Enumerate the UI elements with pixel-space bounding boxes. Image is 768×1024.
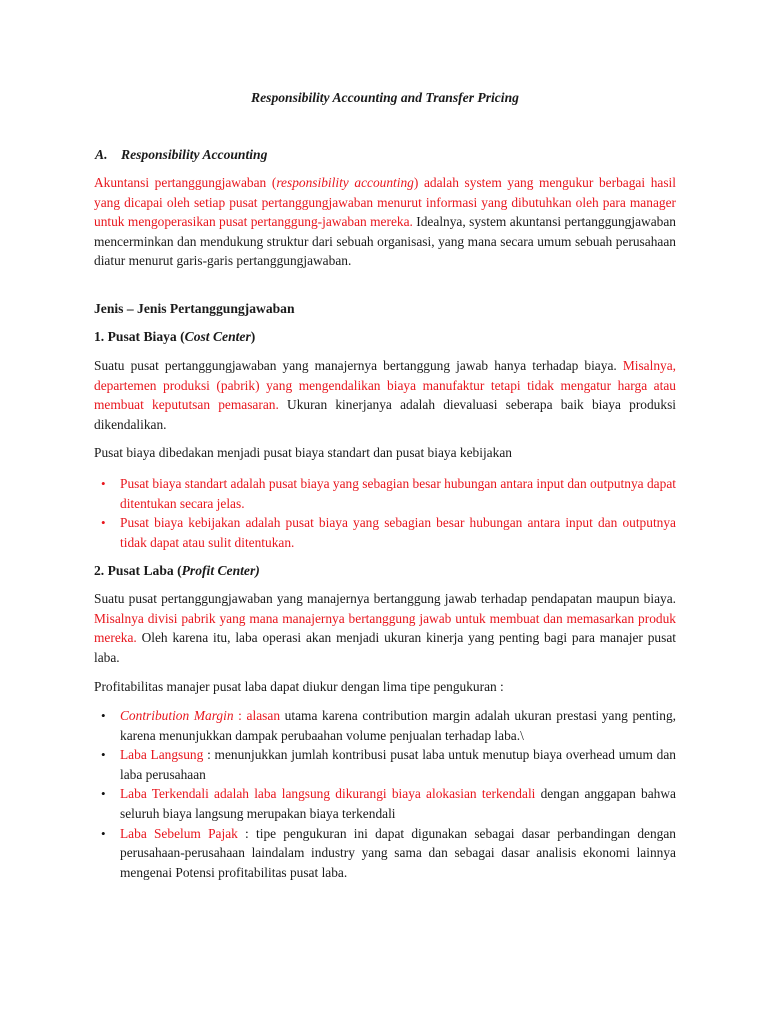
cost-heading-prefix: 1. Pusat Biaya ( — [94, 329, 185, 344]
cost-bullet-2-text: Pusat biaya kebijakan adalah pusat biaya yang sebagian besar hubungan antara input dan outputnya tidak dapat atau sulit ditentukan. — [120, 515, 676, 550]
profit-heading-prefix: 2. Pusat Laba ( — [94, 563, 182, 578]
cost-center-paragraph-2: Pusat biaya dibedakan menjadi pusat biaya standart dan pusat biaya kebijakan — [94, 445, 512, 460]
b1-black: utama karena contribution margin adalah ukuran prestasi yang penting, karena menunjukkan dampak perubaahan volume penjualan terhadap laba.\ — [120, 708, 676, 743]
bullet-dot-icon: • — [101, 708, 106, 723]
b1-red: : alasan — [233, 708, 281, 723]
cost-heading-suffix: ) — [250, 329, 256, 344]
list-item — [94, 706, 676, 745]
jenis-heading: Jenis – Jenis Pertanggungjawaban — [94, 301, 295, 316]
b4-red: Laba Sebelum Pajak — [120, 825, 238, 841]
list-item — [94, 513, 676, 552]
cost-center-paragraph — [94, 356, 676, 434]
b2-black: : menunjukkan jumlah kontribusi pusat laba untuk menutup biaya overhead umum dan laba perusahaan — [120, 747, 676, 782]
cost-p1-red: Misalnya, departemen produksi (pabrik) yang mengendalikan biaya manufaktur tetapi tidak mengatur harga atau membuat kepututsan pemasaran. — [94, 358, 676, 413]
b3-red: Laba Terkendali adalah laba langsung dikurangi biaya alokasian terkendali — [120, 786, 536, 802]
profit-p1-black-a: Suatu pusat pertanggungjawaban yang manajernya bertanggung jawab terhadap pendapatan maupun biaya. — [94, 591, 676, 606]
list-item — [94, 745, 676, 784]
cost-heading-italic: Cost Center — [184, 329, 251, 344]
profit-p1-red: Misalnya divisi pabrik yang mana manajernya bertanggung jawab untuk membuat dan memasarkan produk mereka. — [94, 610, 676, 646]
list-item — [94, 824, 676, 883]
bullet-dot-icon: • — [101, 515, 106, 531]
profit-center-heading — [94, 561, 260, 581]
bullet-dot-icon: • — [101, 825, 106, 841]
profit-heading-italic: Profit Center) — [181, 563, 260, 578]
b4-black: : tipe pengukuran ini dapat digunakan sebagai dasar perbandingan dengan perusahaan-perusahaan laindalam industry yang sama dan sebagai dasar analisis ekonomi lainnya mengenai Potensi profitabilitas pusat laba. — [120, 825, 676, 880]
b2-red: Laba Langsung — [120, 747, 204, 763]
section-a-heading — [94, 145, 267, 165]
cost-center-bullets — [94, 474, 676, 552]
intro-red-2: ) adalah system yang mengukur berbagai hasil yang dicapai oleh setiap pusat pertanggungjawaban menurut informasi yang dibutuhkan oleh para manager untuk mengoperasikan pusat pertanggung-jawaban mereka. — [94, 175, 676, 230]
bullet-dot-icon: • — [101, 476, 106, 491]
cost-p1-black-a: Suatu pusat pertanggungjawaban yang manajernya bertanggung jawab hanya terhadap biaya. — [94, 358, 623, 373]
list-item — [94, 474, 676, 513]
profit-p1-black-b: Oleh karena itu, laba operasi akan menjadi ukuran kinerja yang penting bagi para manajer pusat laba. — [94, 630, 676, 665]
b1-red-italic: Contribution Margin — [120, 708, 234, 723]
intro-red-1: Akuntansi pertanggungjawaban ( — [94, 175, 277, 190]
profit-center-paragraph — [94, 589, 676, 667]
section-label: Responsibility Accounting — [121, 147, 268, 162]
cost-bullet-1-text: Pusat biaya standart adalah pusat biaya yang sebagian besar hubungan antara input dan outputnya dapat ditentukan secara jelas. — [120, 476, 676, 511]
document-title: Responsibility Accounting and Transfer Pricing — [251, 90, 519, 105]
bullet-dot-icon: • — [101, 786, 106, 802]
list-item — [94, 784, 676, 823]
section-letter: A. — [95, 147, 108, 162]
intro-red-italic: responsibility accounting — [276, 175, 414, 190]
profit-center-bullets — [94, 706, 676, 882]
bullet-dot-icon: • — [101, 747, 106, 763]
cost-p1-black-b: Ukuran kinerjanya adalah dievaluasi seberapa baik biaya produksi dikendalikan. — [94, 397, 677, 432]
cost-center-heading — [94, 327, 255, 347]
intro-paragraph — [94, 173, 676, 271]
b3-black: dengan anggapan bahwa seluruh biaya langsung merupakan biaya terkendali — [120, 786, 676, 821]
intro-black: Idealnya, system akuntansi pertanggungjawaban mencerminkan dan mendukung struktur dari sebuah organisasi, yang mana secara umum sebuah perusahaan diatur menurut garis-garis pertanggungjawaban. — [94, 214, 676, 269]
profit-center-paragraph-2: Profitabilitas manajer pusat laba dapat diukur dengan lima tipe pengukuran : — [94, 679, 504, 694]
